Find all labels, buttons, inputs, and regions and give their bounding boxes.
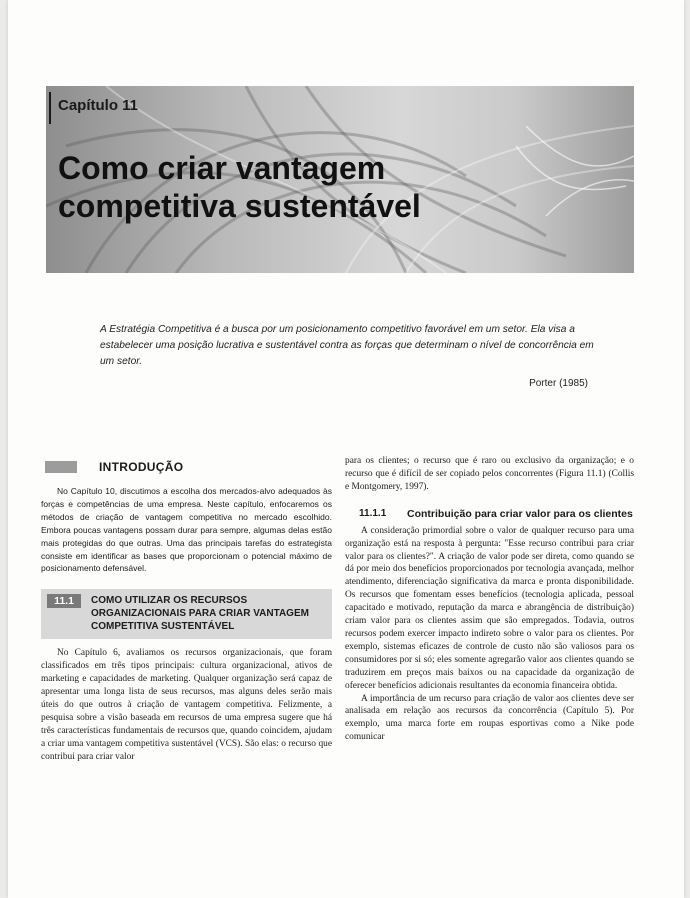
subsection-title: Contribuição para criar valor para os clientes	[407, 507, 633, 520]
subsection-heading-11-1-1	[359, 508, 634, 521]
section-marker-box	[45, 461, 77, 473]
left-column	[41, 455, 332, 764]
epigraph-author: Porter (1985)	[529, 378, 588, 389]
body-paragraph: para os clientes; o recurso que é raro ou exclusivo da organização; e o recurso que é difícil de ser copiado pelos concorrentes (Figura 11.1) (Collis e Montgomery, 1997).	[345, 456, 634, 492]
intro-paragraph: No Capítulo 10, discutimos a escolha dos mercados-alvo adequados às forças e competências de uma empresa. Neste capítulo, enfocaremos os métodos de criação de vantagem competitiva no mercado escolhido. Embora poucas vantagens possam durar para sempre, algumas delas estão mais protegidas do que outras. Uma das principais tarefas do estrategista consiste em identificar as bases que proporcionam o potencial máximo de posicionamento defensável.	[41, 486, 332, 574]
body-paragraph: No Capítulo 6, avaliamos os recursos organizacionais, que foram classificados em três tipos principais: cultura organizacional, ativos de marketing e capacidades de marketing. Qualquer organização será capaz de apresentar uma longa lista de seus recursos, mas alguns deles serão mais úteis do que outros à criação de vantagem competitiva. Felizmente, a pesquisa sobre a visão baseada em recursos de uma empresa sugere que há três características fundamentais de recursos que, quando coincidem, ajudam a criar uma vantagem competitiva sustentável (VCS). São elas: o recurso que contribui para criar valor	[41, 648, 332, 762]
body-paragraph: A importância de um recurso para criação de valor aos clientes deve ser analisada em relação aos recursos da concorrência (Capítulo 5). Por exemplo, uma marca forte em roupas esportivas como a Nike pode comunicar	[345, 693, 634, 743]
right-column	[345, 455, 634, 744]
section-number: 11.1	[47, 594, 81, 608]
chapter-title	[58, 149, 618, 225]
chapter-title-line-1: Como criar vantagem	[58, 150, 386, 186]
body-paragraph: A consideração primordial sobre o valor de qualquer recurso para uma organização está na resposta à pergunta: "Esse recurso contribui para criar valor para os clientes?". A criação de valor pode ser direta, como quando se dá por meio dos benefícios proporcionados por tecnologia avançada, melhor atendimento, diferenciação significativa da marca e pronta disponibilidade. Os recursos que fomentam esses benefícios (tecnologia aplicada, pessoal capacitado e motivado, reputação da marca e abrangência de distribuição) criam valor para os clientes assim que são empregados. Todavia, outros recursos podem exercer impacto indireto sobre o valor para os clientes. Por exemplo, sistemas eficazes de controle de custo não são valiosos para os consumidores por si só; eles somente agregarão valor aos clientes quando se traduzirem em preços mais baixos ou na capacidade da organização de oferecer benefícios adicionais resultantes da economia financeira obtida.	[345, 525, 634, 691]
chapter-label: Capítulo 11	[58, 97, 139, 114]
subsection-number: 11.1.1	[359, 507, 387, 519]
chapter-title-line-2: competitiva sustentável	[58, 188, 421, 224]
section-heading-introducao	[41, 455, 332, 479]
section-title: INTRODUÇÃO	[99, 460, 184, 474]
document-page	[8, 0, 684, 898]
chapter-marker-bar	[49, 92, 51, 124]
section-title: COMO UTILIZAR OS RECURSOS ORGANIZACIONAIS PARA CRIAR VANTAGEM COMPETITIVA SUSTENTÁVEL	[91, 595, 309, 633]
section-heading-11-1	[41, 589, 332, 639]
epigraph-quote: A Estratégia Competitiva é a busca por um posicionamento competitivo favorável em um setor. Ela visa a estabelecer uma posição lucrativa e sustentável contra as forças que determinam o nível de concorrência em um setor.	[100, 324, 594, 367]
